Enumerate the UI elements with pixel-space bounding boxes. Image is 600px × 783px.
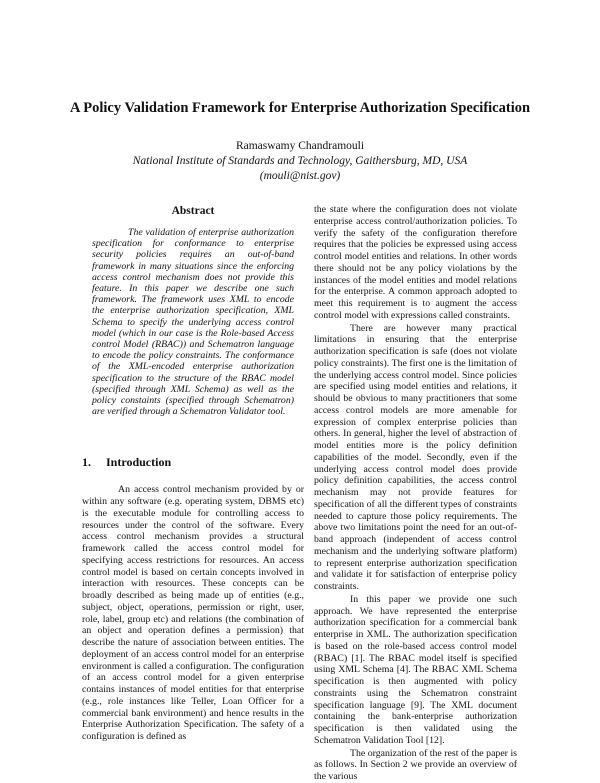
author-email: (mouli@nist.gov) xyxy=(259,170,341,182)
intro-paragraph-3: In this paper we provide one such approach. We have represented the enterprise authorization specification for a commercial bank enterprise in XML. The authorization specification is based on the role-based access control model (RBAC) [1]. The RBAC model itself is specified using XML Schema [4]. The RBAC XML Schema specification is then augmented with policy constraints using the Schematron constraint specification language [9]. The XML document containing the bank-enterprise authorization specification is then validated using the Schematron Validation Tool [12]. xyxy=(314,593,517,746)
intro-paragraph-continued: the state where the configuration does not violate enterprise access control/authorization policies. To verify the safety of the configuration therefore requires that the policies be expressed using access control model entities and relations. In other words there should not be any policy violations by the instances of the model entities and model relations for the enterprise. A common approach adopted to meet this requirement is to augment the access control model with expressions called constraints. xyxy=(314,204,517,321)
abstract-text: The validation of enterprise authorization specification for conformance to enterprise security policies requires an out-of-band framework in many situations since the enforcing access control mechanism does not provide this feature. In this paper we describe one such framework. The framework uses XML to encode the enterprise authorization specification, XML Schema to specify the underlying access control model (which in our case is the Role-based Access control Model (RBAC)) and Schematron language to encode the policy constraints. The conformance of the XML-encoded enterprise authorization specification to the structure of the RBAC model (specified through XML Schema) as well as the policy constaints (specified through Schematron) are verified through a Schematron Validator tool. xyxy=(92,227,294,418)
introduction-heading xyxy=(82,455,304,470)
intro-paragraph-2: There are however many practical limitations in ensuring that the enterprise authorization specification is safe (does not violate policy constraints). The first one is the limitation of the underlying access control model. Since policies are specified using model entities and relations, it should be obvious to many practitioners that some access control models are more amenable for expression of complex enterprise policies than others. In general, higher the level of abstraction of model entities more is the policy definition capabilities of the model. Secondly, even if the underlying access control model does provide policy definition capabilities, the access control mechanism may not provide features for specification of all the different types of constraints needed to capture those policy requirements. The above two limitations point the need for an out-of-band approach (independent of access control mechanism and the underlying software platform) to represent enterprise authorization specification and validate it for satisfaction of enterprise policy constraints. xyxy=(314,322,517,592)
section-title: Introduction xyxy=(106,455,172,470)
section-number: 1. xyxy=(82,455,91,470)
author-affiliation: National Institute of Standards and Technology, Gaithersburg, MD, USA xyxy=(132,155,468,167)
left-column xyxy=(82,205,304,743)
abstract-heading: Abstract xyxy=(171,205,215,217)
author-name: Ramaswamy Chandramouli xyxy=(235,140,365,152)
intro-paragraph-4: The organization of the rest of the paper is as follows. In Section 2 we provide an overview of the various xyxy=(314,747,517,782)
intro-paragraph-1: An access control mechanism provided by or within any software (e.g. operating system, DBMS etc) is the executable module for controlling access to resources under the control of the software. Every access control mechanism provides a structural framework called the access control model for specifying access restrictions for resources. An access control model is based on certain concepts involved in interaction with resources. These concepts can be broadly described as being made up of entities (e.g., subject, object, operations, permission or right, user, role, label, group etc) and relations (the combination of an object and operation defines a permission) that describe the nature of association between entities. The deployment of an access control model for an enterprise environment is called a configuration. The configuration of an access control model for a given enterprise contains instances of model entities for that enterprise (e.g., role instances like Teller, Loan Officer for a commercial bank environment) and hence results in the Enterprise Authorization Specification. The safety of a configuration is defined as xyxy=(82,484,304,743)
paper-title: A Policy Validation Framework for Enterprise Authorization Specification xyxy=(69,100,531,116)
right-column xyxy=(314,204,517,783)
